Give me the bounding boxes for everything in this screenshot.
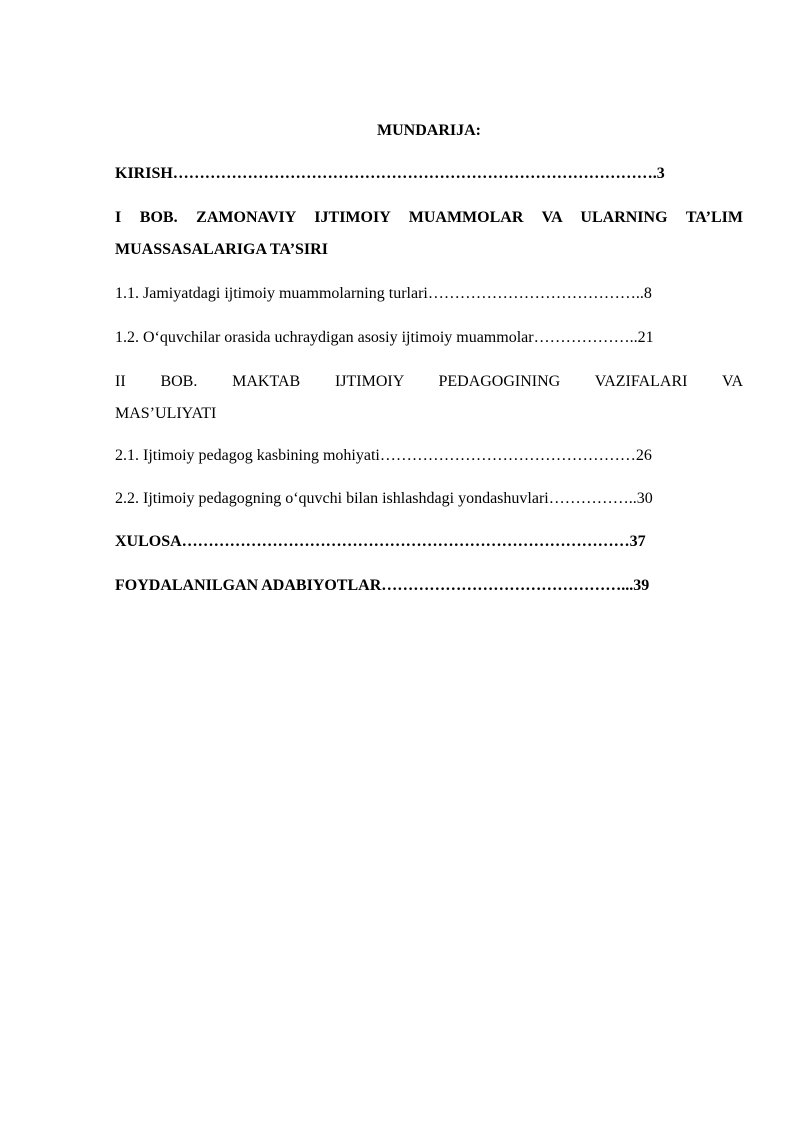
toc-title: MUNDARIJA: [377,122,481,139]
toc-entry-chapter-1 [115,208,743,260]
toc-entry-adabiyotlar: FOYDALANILGAN ADABIYOTLAR………………………………………...39 [115,577,650,594]
toc-entry-chapter-2 [115,372,743,424]
chapter-1-title-line1: I BOB. ZAMONAVIY IJTIMOIY MUAMMOLAR VA ULARNING TA’LIM [115,209,743,226]
toc-entry-xulosa: XULOSA…………………………………………………………………………37 [115,533,646,550]
toc-entry-section-2-1: 2.1. Ijtimoiy pedagog kasbining mohiyati…………………………………………26 [115,447,652,464]
toc-entry-kirish: KIRISH……………………………………………………………………………….3 [115,165,665,182]
chapter-2-title-line1: II BOB. MAKTAB IJTIMOIY PEDAGOGINING VAZIFALARI VA [115,373,743,390]
chapter-1-title-line2: MUASSASALARIGA TA’SIRI [115,241,328,258]
toc-entry-section-2-2: 2.2. Ijtimoiy pedagogning o‘quvchi bilan ishlashdagi yondashuvlari……………..30 [115,490,653,507]
toc-entry-section-1-1: 1.1. Jamiyatdagi ijtimoiy muammolarning turlari…………………………………..8 [115,285,652,302]
chapter-2-title-line2: MAS’ULIYATI [115,405,217,422]
toc-entry-section-1-2: 1.2. O‘quvchilar orasida uchraydigan asosiy ijtimoiy muammolar………………..21 [115,329,654,346]
